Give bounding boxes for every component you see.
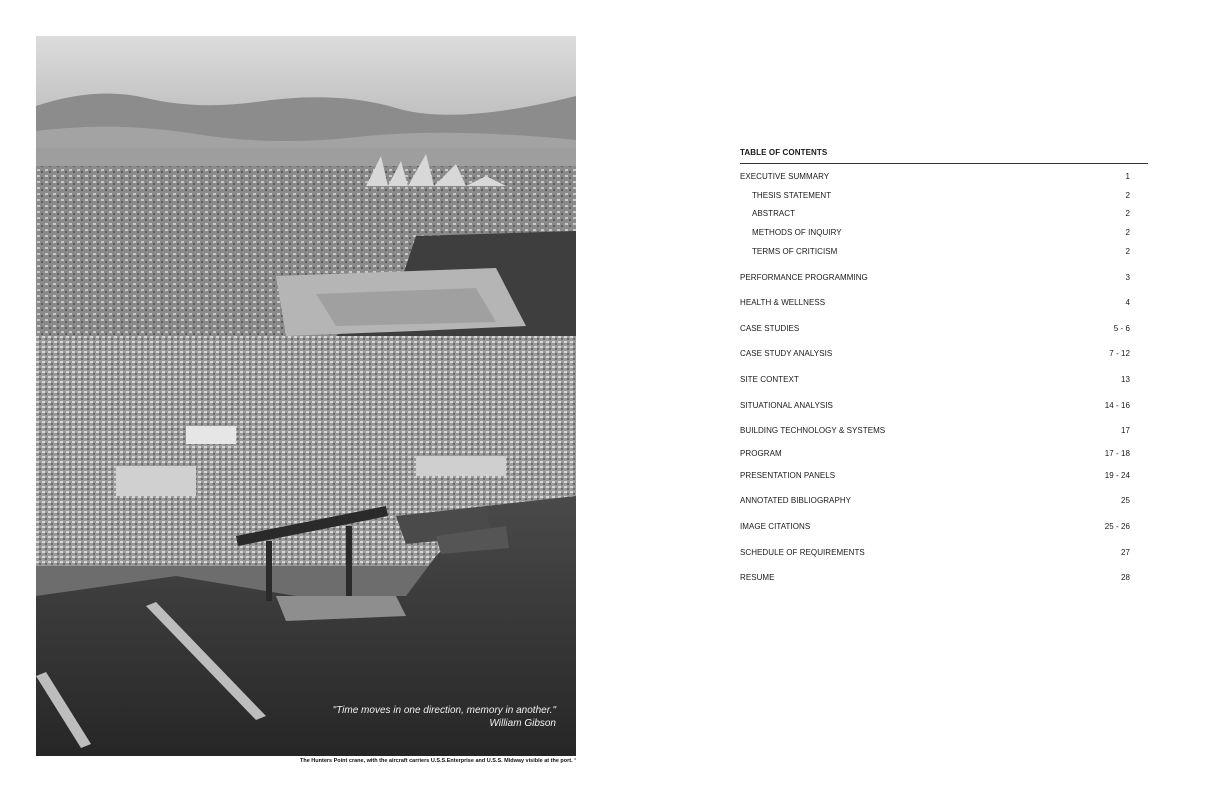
toc-entry[interactable] [740,449,1130,458]
toc-entry[interactable] [740,228,1130,237]
toc-entry-label: SITUATIONAL ANALYSIS [740,401,833,410]
toc-entry-label: EXECUTIVE SUMMARY [740,172,830,181]
table-of-contents [740,148,1148,582]
toc-entry-page: 2 [1125,209,1130,218]
toc-entry-page: 17 - 18 [1104,449,1130,458]
toc-entry[interactable] [740,522,1130,531]
toc-entry-label: HEALTH & WELLNESS [740,298,826,307]
toc-entry[interactable] [740,349,1130,358]
toc-entry[interactable] [740,548,1130,557]
quote-author: William Gibson [489,718,556,729]
toc-entry-label: METHODS OF INQUIRY [752,228,842,237]
toc-entry[interactable] [740,426,1130,435]
toc-entry[interactable] [740,172,1130,181]
quote-text: "Time moves in one direction, memory in another." [332,705,556,716]
toc-entry-page: 7 - 12 [1109,349,1130,358]
toc-entry-page: 14 - 16 [1104,401,1130,410]
toc-entry-label: PROGRAM [740,449,782,458]
toc-entry-label: CASE STUDIES [740,324,800,333]
toc-entry-page: 2 [1125,191,1130,200]
toc-entry-page: 4 [1125,298,1130,307]
toc-entry[interactable] [740,273,1130,282]
toc-entry[interactable] [740,324,1130,333]
toc-entry-page: 13 [1121,375,1130,384]
toc-entry[interactable] [740,298,1130,307]
quote [333,704,556,730]
toc-entry[interactable] [740,247,1130,256]
toc-title: TABLE OF CONTENTS [740,148,1148,164]
toc-entry[interactable] [740,496,1130,505]
photo-caption: The Hunters Point crane, with the aircraft carriers U.S.S.Enterprise and U.S.S. Midway visible at the port. ¹ [300,758,576,764]
toc-entry-page: 17 [1121,426,1130,435]
toc-entry-page: 1 [1125,172,1130,181]
toc-entry[interactable] [740,191,1130,200]
toc-entry-label: IMAGE CITATIONS [740,522,811,531]
toc-entry-label: PRESENTATION PANELS [740,471,836,480]
toc-entry-page: 28 [1121,573,1130,582]
toc-entry-page: 25 - 26 [1104,522,1130,531]
toc-entry-page: 5 - 6 [1113,324,1130,333]
toc-entry[interactable] [740,573,1130,582]
toc-entry[interactable] [740,471,1130,480]
toc-entry-page: 3 [1125,273,1130,282]
toc-entry-page: 27 [1121,548,1130,557]
toc-entry[interactable] [740,209,1130,218]
toc-entry[interactable] [740,375,1130,384]
toc-entry-label: SITE CONTEXT [740,375,799,384]
toc-entry-page: 2 [1125,247,1130,256]
toc-entry-label: BUILDING TECHNOLOGY & SYSTEMS [740,426,886,435]
toc-entry-label: THESIS STATEMENT [752,191,832,200]
aerial-photograph [36,36,576,756]
toc-entry-label: ABSTRACT [752,209,796,218]
aerial-photo-graphic [36,36,576,756]
toc-entry-page: 2 [1125,228,1130,237]
toc-entry-page: 19 - 24 [1104,471,1130,480]
toc-entry-label: ANNOTATED BIBLIOGRAPHY [740,496,852,505]
toc-entry-label: PERFORMANCE PROGRAMMING [740,273,868,282]
toc-entry[interactable] [740,401,1130,410]
toc-entry-label: SCHEDULE OF REQUIREMENTS [740,548,865,557]
toc-entry-label: RESUME [740,573,775,582]
toc-entry-label: CASE STUDY ANALYSIS [740,349,833,358]
toc-entry-page: 25 [1121,496,1130,505]
toc-entry-label: TERMS OF CRITICISM [752,247,838,256]
